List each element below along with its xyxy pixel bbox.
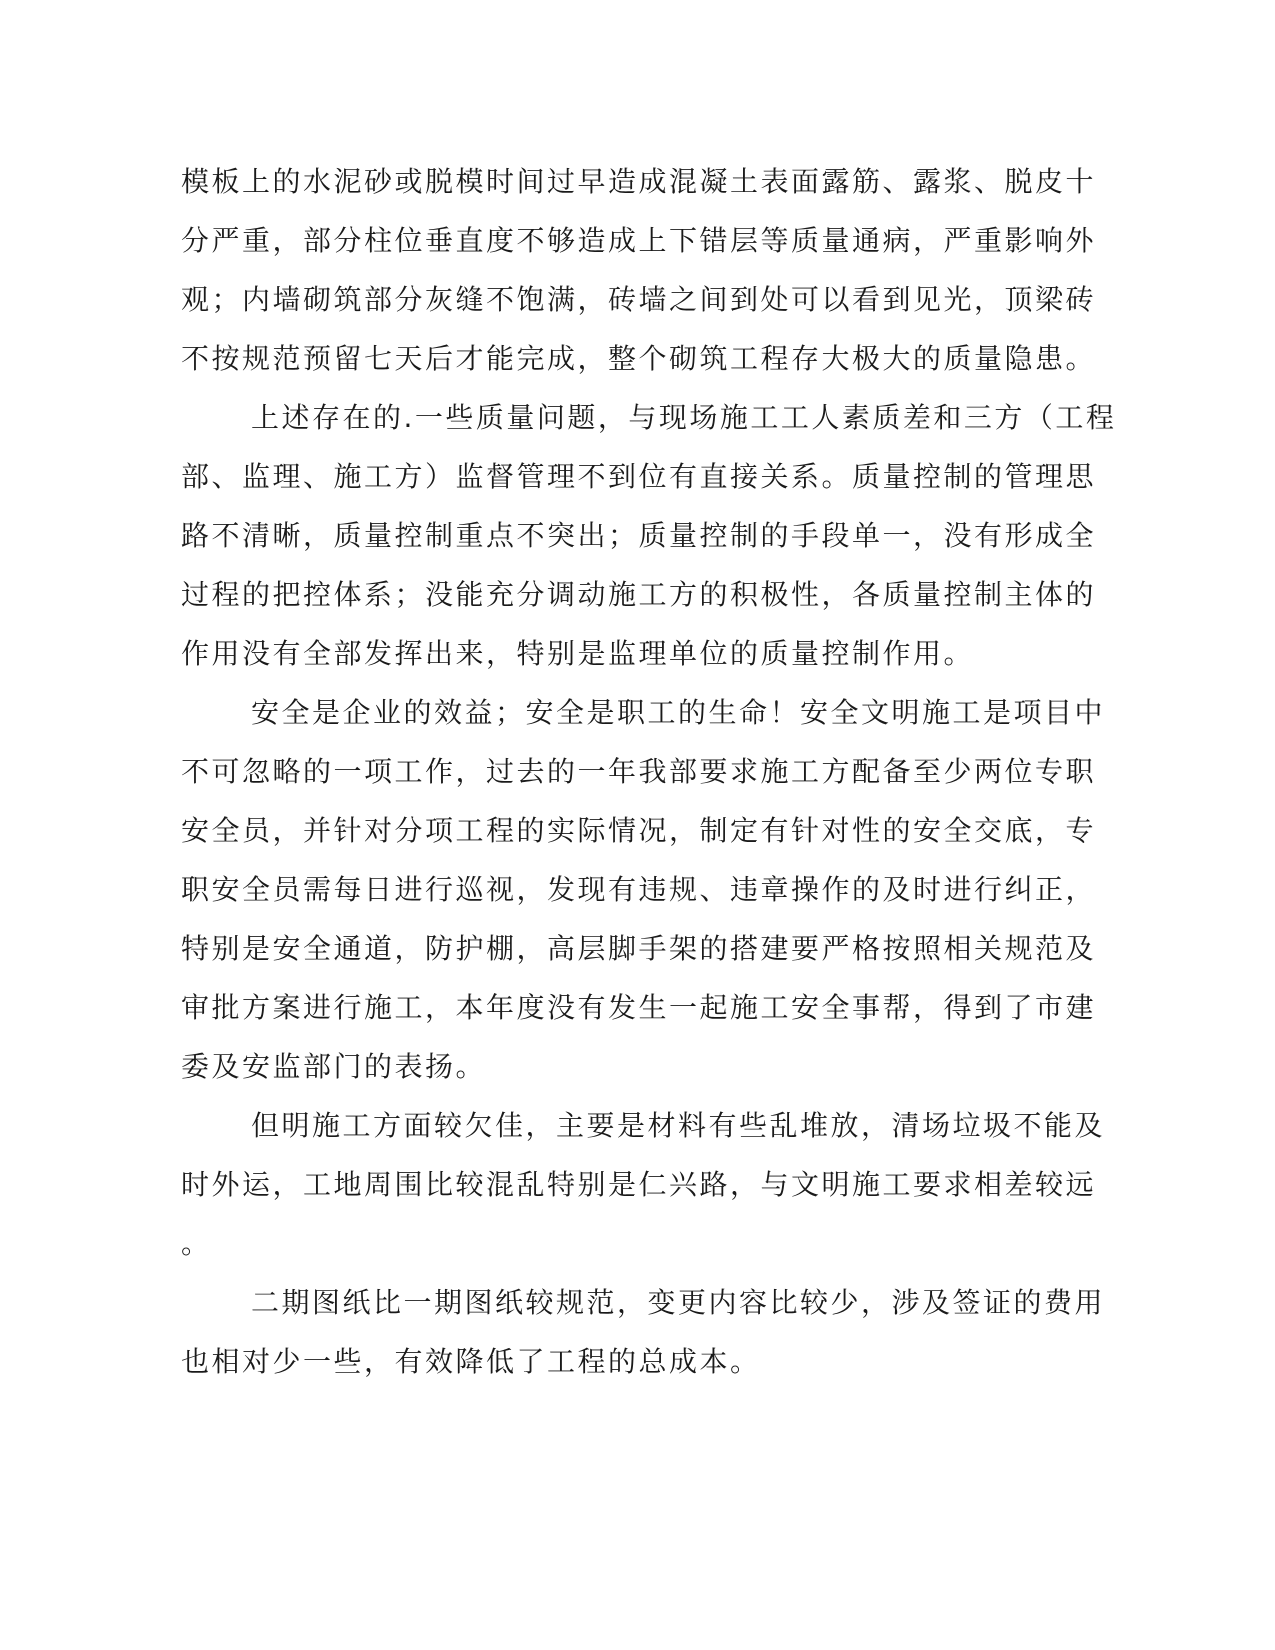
paragraph-quality-defects bbox=[181, 152, 1097, 388]
text-line: 职安全员需每日进行巡视，发现有违规、违章操作的及时进行纠正， bbox=[181, 873, 1097, 906]
text-line: 路不清晰，质量控制重点不突出；质量控制的手段单一，没有形成全 bbox=[181, 519, 1097, 552]
text-line: 安全员，并针对分项工程的实际情况，制定有针对性的安全交底，专 bbox=[181, 814, 1097, 847]
text-line: 但明施工方面较欠佳，主要是材料有些乱堆放，清场垃圾不能及 bbox=[251, 1109, 1106, 1142]
text-line: 过程的把控体系；没能充分调动施工方的积极性，各质量控制主体的 bbox=[181, 578, 1097, 611]
text-line: 安全是企业的效益；安全是职工的生命！安全文明施工是项目中 bbox=[251, 696, 1106, 729]
text-line: 委及安监部门的表扬。 bbox=[181, 1050, 487, 1083]
text-line: 观；内墙砌筑部分灰缝不饱满，砖墙之间到处可以看到见光，顶梁砖 bbox=[181, 283, 1097, 316]
paragraph-quality-causes bbox=[181, 388, 1117, 683]
paragraph-civilized-construction bbox=[181, 1096, 1106, 1273]
text-line: 也相对少一些，有效降低了工程的总成本。 bbox=[181, 1345, 761, 1378]
text-line: 不按规范预留七天后才能完成，整个砌筑工程存大极大的质量隐患。 bbox=[181, 342, 1097, 375]
text-line: 分严重，部分柱位垂直度不够造成上下错层等质量通病，严重影响外 bbox=[181, 224, 1097, 257]
text-line: 作用没有全部发挥出来，特别是监理单位的质量控制作用。 bbox=[181, 637, 975, 670]
text-line: 审批方案进行施工，本年度没有发生一起施工安全事帮，得到了市建 bbox=[181, 991, 1097, 1024]
body-text bbox=[181, 152, 1117, 1391]
text-line: 时外运，工地周围比较混乱特别是仁兴路，与文明施工要求相差较远 bbox=[181, 1168, 1097, 1201]
text-line: 不可忽略的一项工作，过去的一年我部要求施工方配备至少两位专职 bbox=[181, 755, 1097, 788]
paragraph-drawings-cost bbox=[181, 1273, 1106, 1391]
text-line: 模板上的水泥砂或脱模时间过早造成混凝土表面露筋、露浆、脱皮十 bbox=[181, 165, 1097, 198]
text-line: 上述存在的.一些质量问题，与现场施工工人素质差和三方（工程 bbox=[251, 401, 1117, 434]
text-line: 二期图纸比一期图纸较规范，变更内容比较少，涉及签证的费用 bbox=[251, 1286, 1106, 1319]
text-line: 。 bbox=[181, 1227, 212, 1260]
text-line: 特别是安全通道，防护棚，高层脚手架的搭建要严格按照相关规范及 bbox=[181, 932, 1097, 965]
paragraph-safety bbox=[181, 683, 1106, 1096]
text-line: 部、监理、施工方）监督管理不到位有直接关系。质量控制的管理思 bbox=[181, 460, 1097, 493]
